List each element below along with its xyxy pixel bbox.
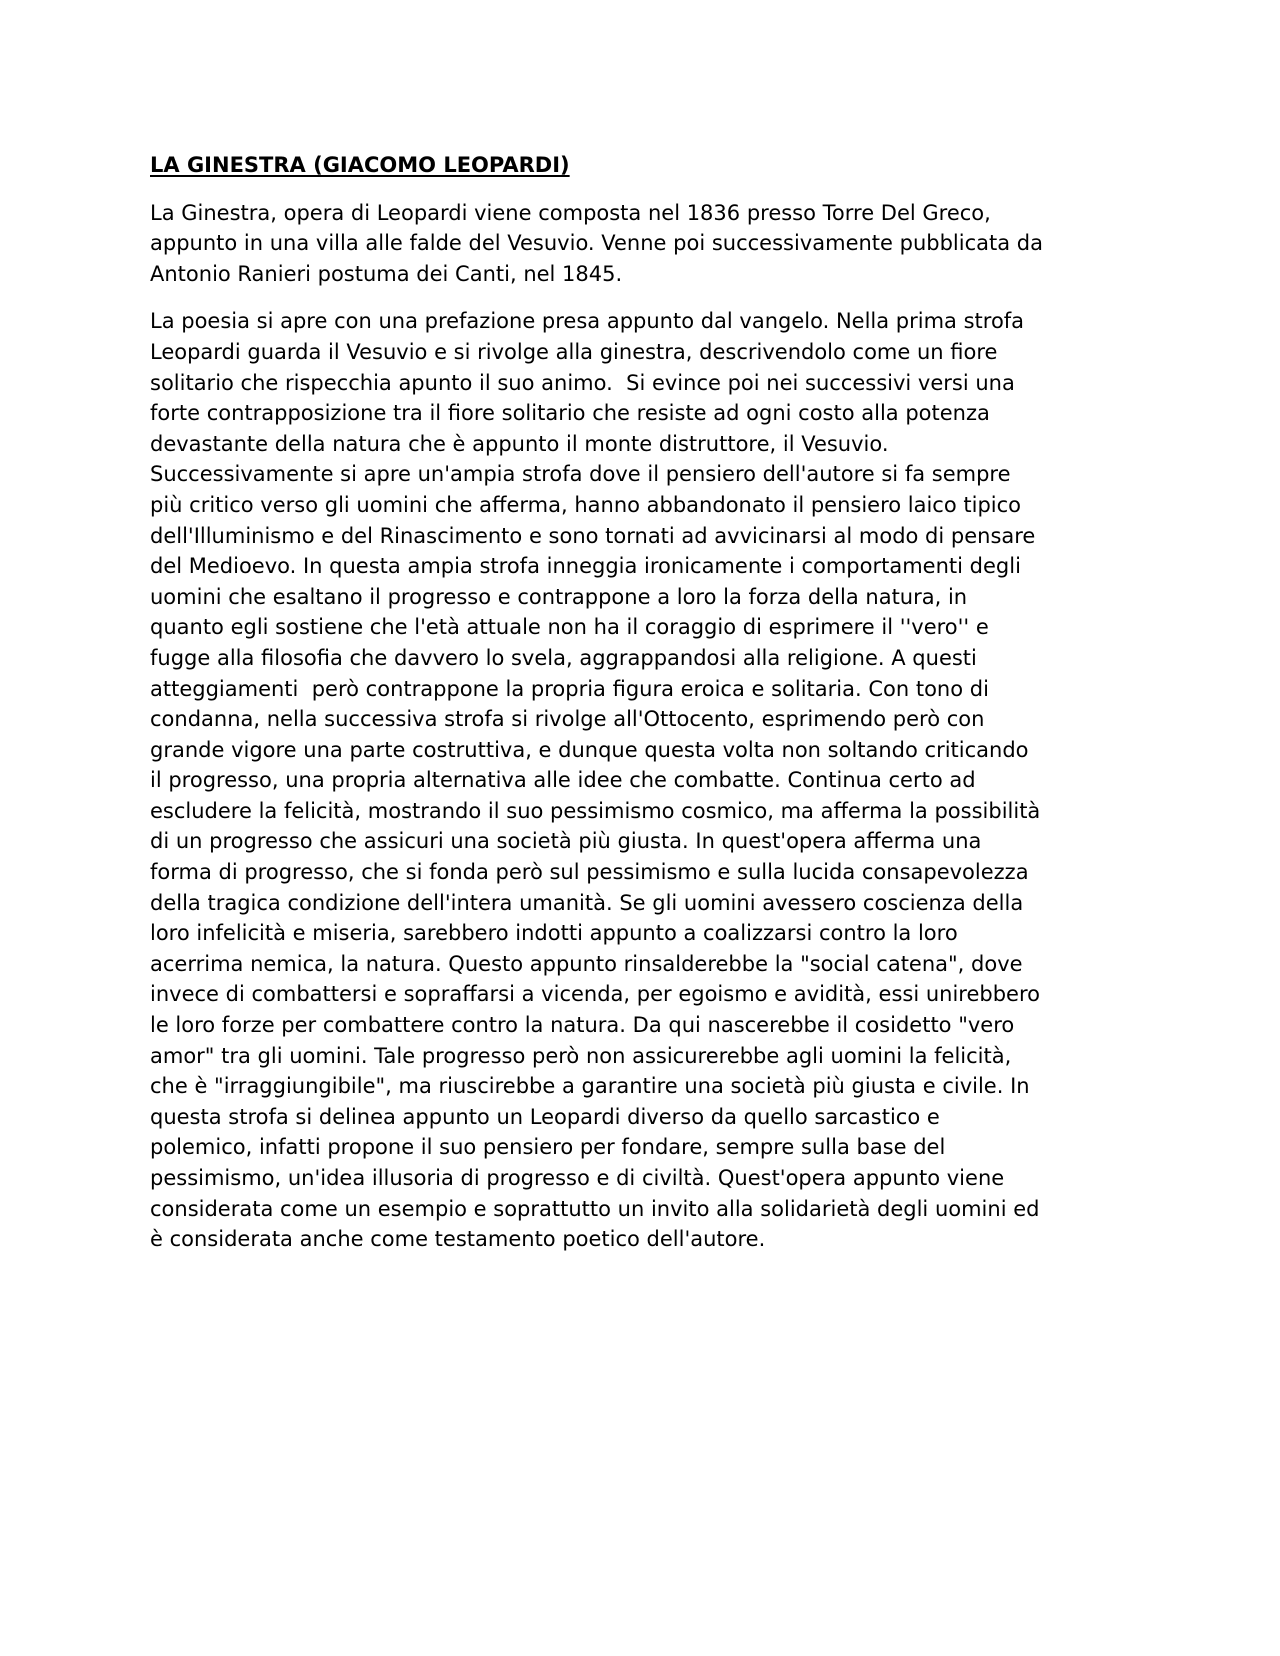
text-line: polemico, infatti propone il suo pensiero per fondare, sempre sulla base del: [150, 1135, 946, 1160]
text-line: appunto in una villa alle falde del Vesuvio. Venne poi successivamente pubblicata da: [150, 231, 1043, 256]
document-body: [150, 150, 1140, 1272]
text-line: uomini che esaltano il progresso e contrappone a loro la forza della natura, in: [150, 584, 968, 609]
text-line: Successivamente si apre un'ampia strofa dove il pensiero dell'autore si fa sempre: [150, 462, 1011, 487]
text-line: più critico verso gli uomini che afferma, hanno abbandonato il pensiero laico tipico: [150, 492, 1022, 517]
document-title: LA GINESTRA (GIACOMO LEOPARDI): [150, 153, 570, 177]
paragraph-analysis: [150, 306, 1140, 1254]
paragraph-intro: [150, 198, 1140, 290]
text-line: solitario che rispecchia apunto il suo animo. Si evince poi nei successivi versi una: [150, 370, 1015, 395]
text-line: grande vigore una parte costruttiva, e dunque questa volta non soltando criticando: [150, 737, 1029, 762]
text-line: dell'Illuminismo e del Rinascimento e sono tornati ad avvicinarsi al modo di pensare: [150, 523, 1036, 548]
text-line: che è "irraggiungibile", ma riuscirebbe a garantire una società più giusta e civile. In: [150, 1074, 1030, 1099]
text-line: del Medioevo. In questa ampia strofa inneggia ironicamente i comportamenti degli: [150, 554, 1021, 579]
text-line: pessimismo, un'idea illusoria di progresso e di civiltà. Quest'opera appunto viene: [150, 1166, 1005, 1190]
text-line: le loro forze per combattere contro la natura. Da qui nascerebbe il cosidetto "vero: [150, 1013, 1015, 1038]
text-line: atteggiamenti però contrappone la propria figura eroica e solitaria. Con tono di: [150, 676, 989, 701]
text-line: è considerata anche come testamento poetico dell'autore.: [150, 1227, 766, 1252]
text-line: fugge alla filosofia che davvero lo svela, aggrappandosi alla religione. A questi: [150, 645, 977, 670]
text-line: il progresso, una propria alternativa alle idee che combatte. Continua certo ad: [150, 768, 976, 793]
text-line: considerata come un esempio e soprattutto un invito alla solidarietà degli uomini ed: [150, 1196, 1040, 1221]
text-line: forma di progresso, che si fonda però sul pessimismo e sulla lucida consapevolezza: [150, 860, 1029, 885]
text-line: forte contrapposizione tra il fiore solitario che resiste ad ogni costo alla potenza: [150, 401, 990, 426]
text-line: Antonio Ranieri postuma dei Canti, nel 1845.: [150, 261, 623, 286]
text-line: della tragica condizione dell'intera umanità. Se gli uomini avessero coscienza della: [150, 890, 1024, 915]
text-line: amor" tra gli uomini. Tale progresso però non assicurerebbe agli uomini la felicità,: [150, 1043, 1012, 1068]
text-line: devastante della natura che è appunto il monte distruttore, il Vesuvio.: [150, 431, 889, 456]
text-line: invece di combattersi e sopraffarsi a vicenda, per egoismo e avidità, essi unirebbero: [150, 982, 1040, 1007]
text-line: condanna, nella successiva strofa si rivolge all'Ottocento, esprimendo però con: [150, 707, 985, 732]
text-line: acerrima nemica, la natura. Questo appunto rinsalderebbe la "social catena", dove: [150, 951, 1023, 976]
text-line: loro infelicità e miseria, sarebbero indotti appunto a coalizzarsi contro la loro: [150, 921, 958, 946]
text-line: questa strofa si delinea appunto un Leopardi diverso da quello sarcastico e: [150, 1104, 940, 1129]
text-line: La poesia si apre con una prefazione presa appunto dal vangelo. Nella prima strofa: [150, 309, 1025, 334]
text-line: di un progresso che assicuri una società più giusta. In quest'opera afferma una: [150, 829, 982, 854]
text-line: Leopardi guarda il Vesuvio e si rivolge alla ginestra, descrivendolo come un fiore: [150, 339, 998, 364]
text-line: quanto egli sostiene che l'età attuale non ha il coraggio di esprimere il ''vero'' e: [150, 615, 989, 640]
text-line: La Ginestra, opera di Leopardi viene composta nel 1836 presso Torre Del Greco,: [150, 200, 991, 225]
text-line: escludere la felicità, mostrando il suo pessimismo cosmico, ma afferma la possibilità: [150, 798, 1041, 823]
